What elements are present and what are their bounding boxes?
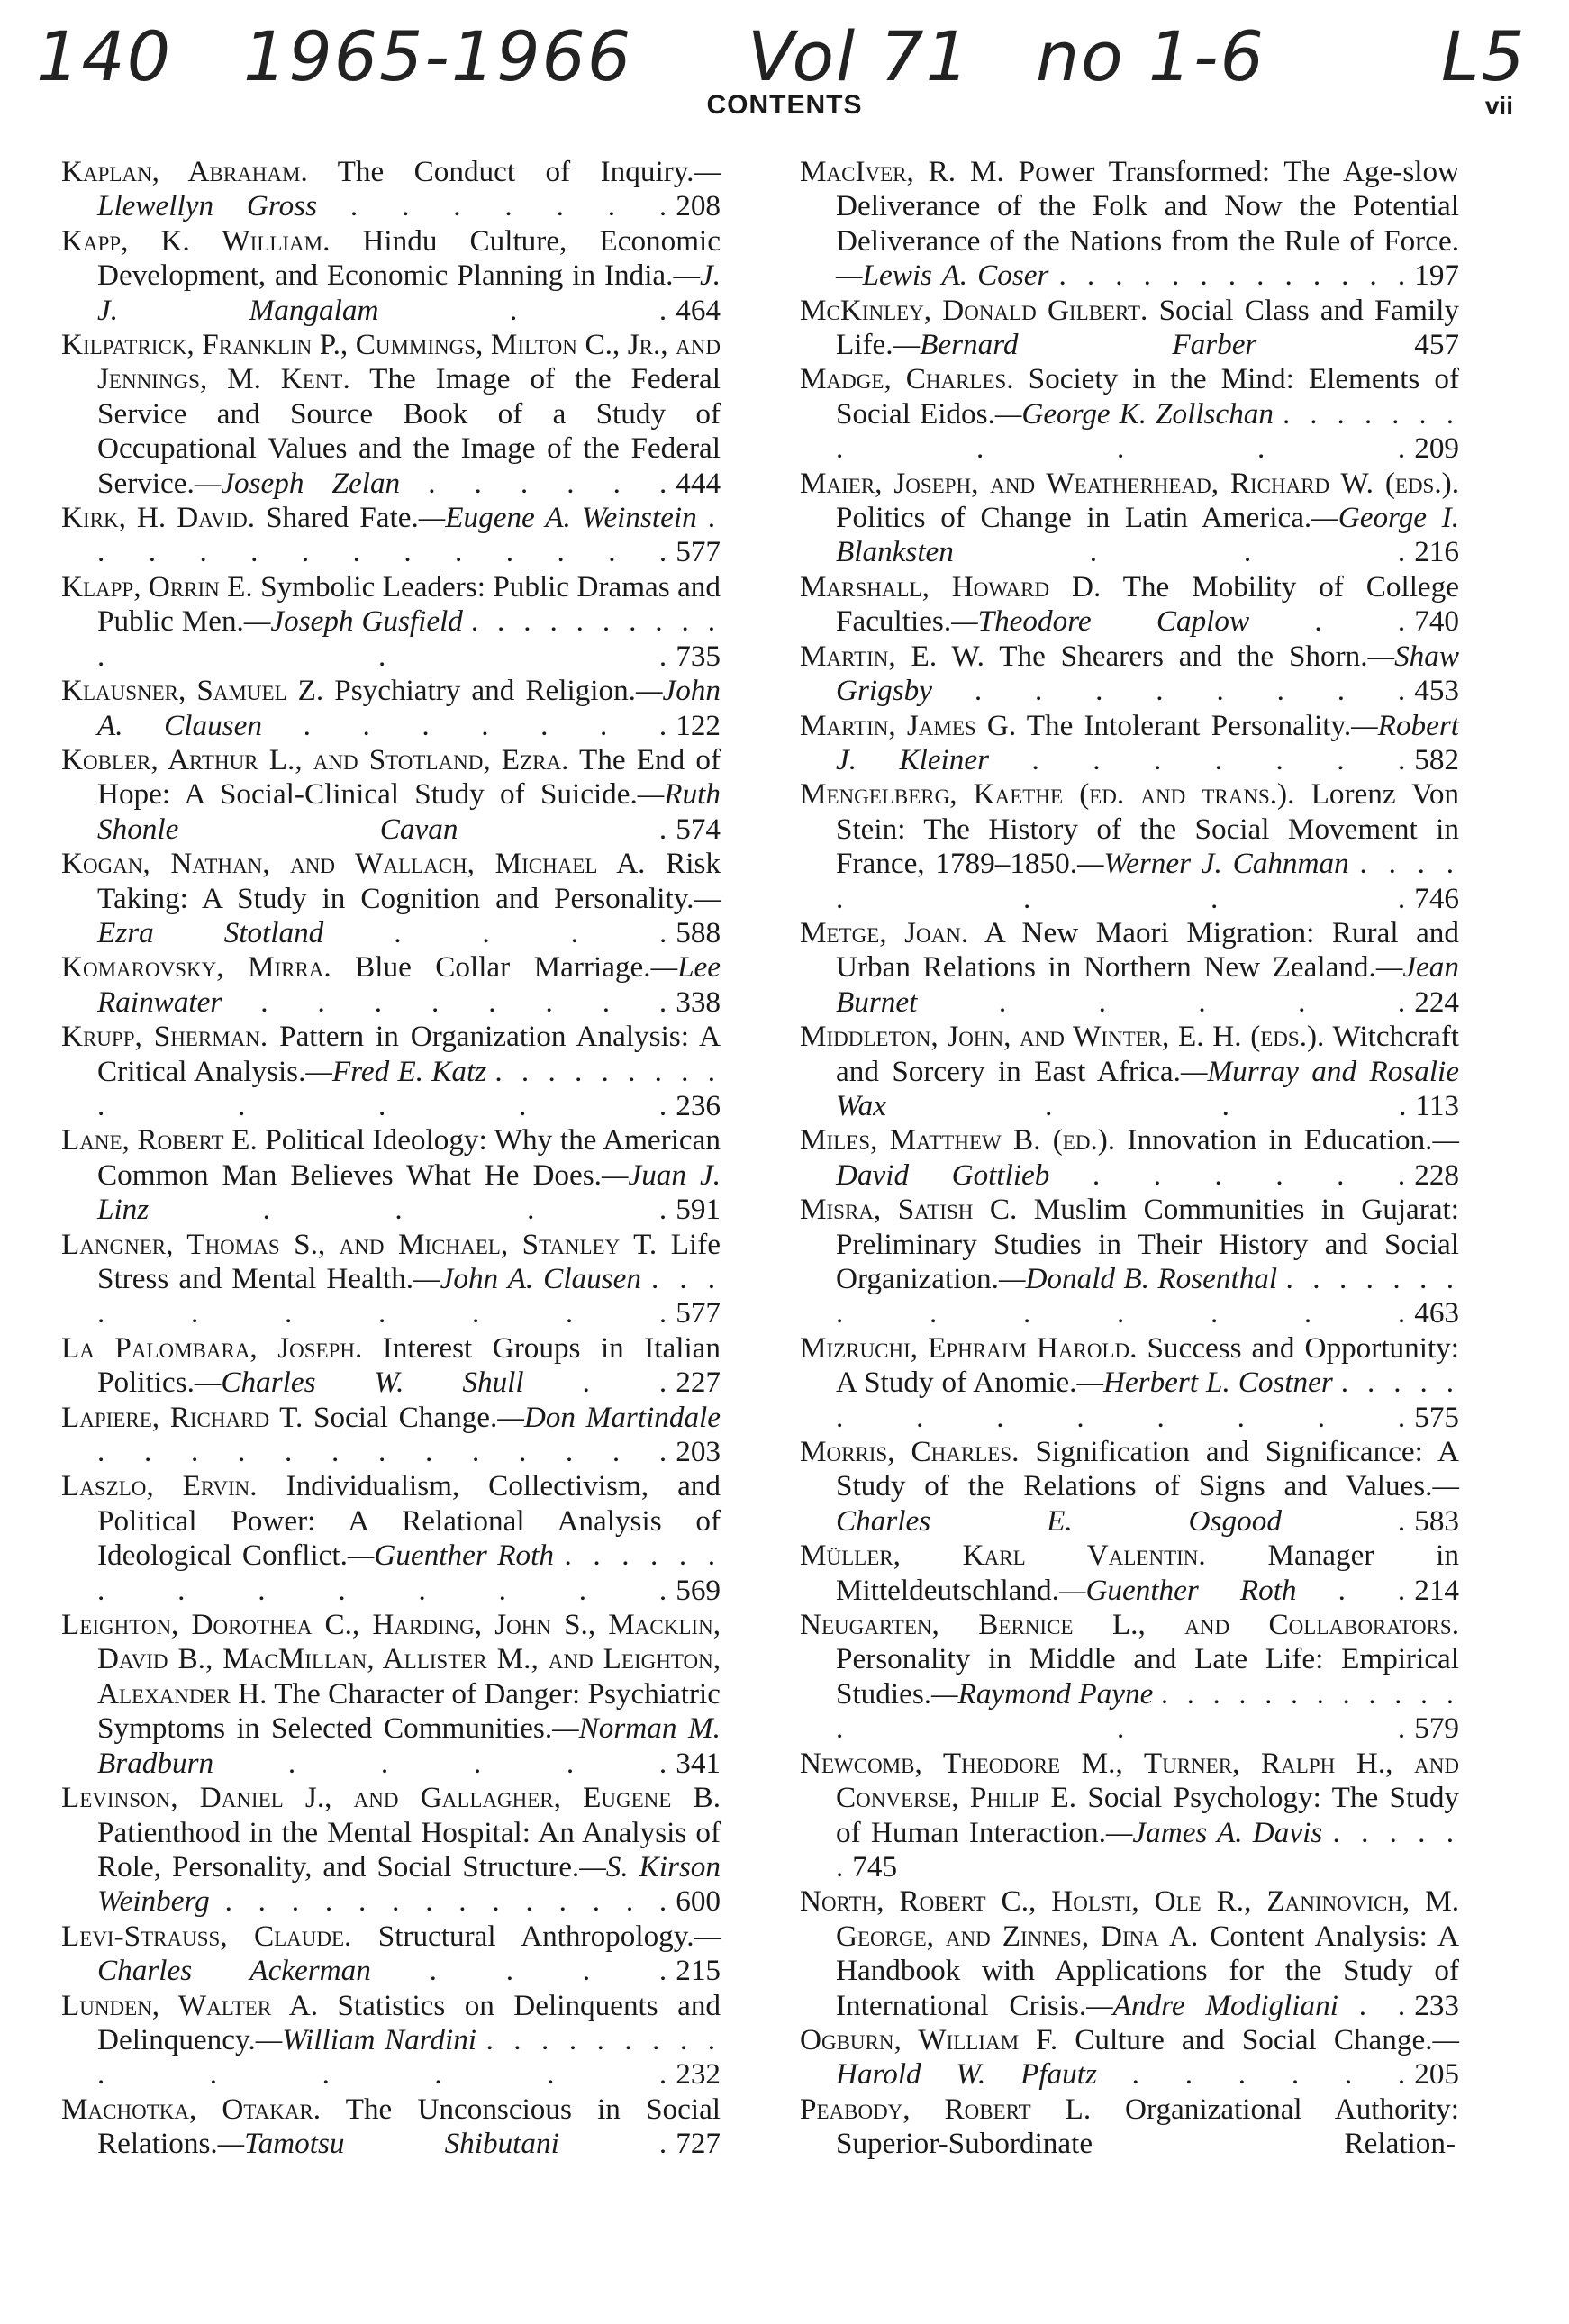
index-entry: [800, 1747, 1459, 1885]
entry-title: Risk Taking: A Study in Cognition and Personality.: [97, 847, 721, 915]
entry-title: Patienthood in the Mental Hospital: An Analysis of Role, Personality, and Social Structure.: [97, 1815, 721, 1884]
entry-leader-dots: . . . .: [429, 1954, 673, 1988]
entry-title: Structural Anthropology.: [377, 1919, 694, 1953]
entry-reviewer: —Joseph Zelan: [194, 466, 401, 500]
entry-author: Madge, Charles.: [800, 362, 1014, 396]
entry-leader-dots: . . . . . .: [1092, 1157, 1411, 1192]
entry-leader-dots: . . . . .: [287, 1746, 673, 1780]
entry-author: Levi-Strauss, Claude.: [61, 1919, 352, 1953]
index-entry: [61, 1401, 721, 1470]
index-entry: [61, 1989, 721, 2093]
entry-reviewer: —Charles W. Shull: [194, 1366, 524, 1400]
entry-title: Manager in Mitteldeutschland.: [836, 1539, 1459, 1607]
index-entry: [800, 1539, 1459, 1608]
entry-page: 228: [1414, 1157, 1460, 1192]
entry-author: Kilpatrick, Franklin P., Cummings, Milton C., Jr., and Jennings, M. Kent.: [61, 328, 721, 396]
entry-leader-dots: . . . . . . .: [303, 708, 673, 742]
index-entry: [61, 743, 721, 847]
entry-leader-dots: . .: [1338, 1573, 1411, 1607]
entry-page: 575: [1414, 1400, 1459, 1434]
entry-page: 588: [676, 915, 721, 949]
entry-leader-dots: . . . . . .: [836, 1815, 1460, 1884]
entry-author: Müller, Karl Valentin.: [800, 1539, 1206, 1573]
index-entry: [61, 570, 721, 674]
handwritten-code: 140: [36, 16, 173, 96]
entry-author: Ogburn, William F.: [800, 2022, 1058, 2056]
entry-title: The Character of Danger: Psychiatric Symptoms in Selected Communities.: [97, 1676, 721, 1746]
entry-page: 233: [1414, 1988, 1459, 2022]
index-entry: [800, 1435, 1459, 1539]
entry-reviewer: —Llewellyn Gross: [97, 155, 721, 223]
entry-page: 215: [676, 1954, 721, 1988]
entry-reviewer: —Andre Modigliani: [1086, 1988, 1338, 2022]
entry-title: Blue Collar Marriage.: [355, 950, 651, 985]
entry-reviewer: —Raymond Payne: [931, 1676, 1154, 1711]
index-entry: [800, 916, 1459, 1020]
entry-leader-dots: . .: [1358, 1988, 1411, 2022]
entry-author: Metge, Joan.: [800, 915, 969, 949]
entry-title: Culture and Social Change.: [1075, 2022, 1433, 2056]
entry-leader-dots: . . . . . . . . . . . . . .: [224, 1884, 673, 1919]
entry-page: 197: [1414, 259, 1460, 293]
entry-reviewer: —John A. Clausen: [413, 1262, 641, 1295]
entry-author: MacIver, R. M.: [800, 155, 1004, 188]
entry-author: Leighton, Dorothea C., Harding, John S., Macklin, David B., MacMillan, Allister M., and Leighton, Alexander H.: [61, 1608, 721, 1711]
entry-leader-dots: . . . . . . . . . . . . .: [97, 501, 721, 569]
entry-page: 735: [676, 639, 721, 673]
entry-title: The Conduct of Inquiry.: [337, 155, 694, 188]
entry-reviewer: —Joseph Gusfield: [243, 604, 463, 639]
entry-author: Martin, James G.: [800, 708, 1017, 742]
entry-leader-dots: . . . . . . . . . . . . .: [97, 604, 721, 673]
entry-page: 113: [1415, 1088, 1460, 1122]
entry-title: Success and Opportunity: A Study of Anomie.: [836, 1330, 1459, 1400]
entry-leader-dots: . . .: [1089, 535, 1411, 569]
entry-page: 746: [1414, 881, 1459, 915]
index-entry: [61, 501, 721, 570]
entry-author: Kirk, H. David.: [61, 501, 256, 535]
entry-author: Machotka, Otakar.: [61, 2092, 322, 2126]
entry-reviewer: —Harold W. Pfautz: [836, 2022, 1460, 2092]
entry-leader-dots: . . . . . . . .: [260, 985, 673, 1019]
entry-reviewer: —George I. Blanksten: [836, 501, 1460, 569]
entry-reviewer: —Guenther Roth: [1058, 1573, 1297, 1607]
entry-page: 464: [676, 293, 721, 327]
entry-page: 727: [676, 2127, 721, 2161]
entry-leader-dots: . . . . . . .: [1031, 742, 1411, 776]
entry-page: 740: [1414, 604, 1460, 639]
entry-author: Levinson, Daniel J., and Gallagher, Eugene B.: [61, 1781, 721, 1815]
index-entry: [800, 2023, 1459, 2093]
entry-reviewer: —Guenther Roth: [347, 1539, 554, 1573]
entry-title: Psychiatry and Religion.: [334, 674, 636, 708]
entry-reviewer: —S. Kirson Weinberg: [97, 1849, 721, 1919]
entry-title: Politics of Change in Latin America.: [836, 501, 1312, 535]
entry-title: Statistics on Delinquents and Delinquency.: [97, 1988, 721, 2056]
entry-leader-dots: . . . . . . . . . . . . . .: [97, 1539, 721, 1607]
entry-title: Life Stress and Mental Health.: [97, 1227, 721, 1295]
handwritten-issues: no 1-6: [1036, 16, 1265, 96]
entry-reviewer: —Murray and Rosalie Wax: [836, 1054, 1460, 1122]
entry-title: Witchcraft and Sorcery in East Africa.: [836, 1020, 1459, 1088]
index-entry: [61, 328, 721, 501]
entry-title: Social Change.: [313, 1400, 498, 1434]
page-number: vii: [1484, 92, 1513, 120]
entry-author: Laszlo, Ervin.: [61, 1469, 258, 1503]
index-entry: [61, 847, 721, 950]
entry-leader-dots: . . .: [1045, 1088, 1412, 1122]
entry-reviewer: —Ezra Stotland: [97, 881, 721, 949]
index-entry: [800, 294, 1459, 363]
index-entry: [61, 950, 721, 1020]
entry-leader-dots: . . . . . .: [1131, 2057, 1411, 2092]
entry-page: 341: [676, 1746, 721, 1780]
index-entry: [800, 155, 1459, 294]
entry-reviewer: —Lewis A. Coser: [836, 259, 1049, 293]
left-column: [61, 155, 721, 2162]
entry-title: The Image of the Federal Service and Source Book of a Study of Occupational Values and the Image of the Federal Service.: [97, 362, 721, 500]
entry-title: Symbolic Leaders: Public Dramas and Public Men.: [97, 569, 721, 639]
entry-reviewer: —Tamotsu Shibutani: [217, 2127, 559, 2161]
entry-title: Shared Fate.: [266, 501, 419, 535]
entry-reviewer: —Robert J. Kleiner: [836, 708, 1460, 776]
entry-author: Mizruchi, Ephraim Harold.: [800, 1330, 1138, 1365]
entry-author: Peabody, Robert L.: [800, 2092, 1092, 2126]
entry-title: Muslim Communities in Gujarat: Preliminary Studies in Their History and Social Organization.: [836, 1193, 1459, 1295]
entry-title: Hindu Culture, Economic Development, and Economic Planning in India.: [97, 223, 721, 293]
entry-title: Organizational Authority: Superior-Subordinate Relation-: [836, 2092, 1459, 2161]
entry-author: Misra, Satish C.: [800, 1193, 1018, 1227]
entry-page: 453: [1414, 674, 1460, 708]
entry-page: 591: [676, 1193, 721, 1227]
entry-title: Society in the Mind: Elements of Social Eidos.: [836, 362, 1460, 431]
index-entry: [61, 674, 721, 743]
entry-reviewer: —Norman M. Bradburn: [97, 1711, 721, 1780]
index-entry: [800, 570, 1459, 640]
entry-title: The Unconscious in Social Relations.: [97, 2092, 721, 2161]
entry-author: Kobler, Arthur L., and Stotland, Ezra.: [61, 742, 569, 776]
entry-leader-dots: .: [658, 812, 673, 846]
entry-author: Kaplan, Abraham.: [61, 155, 308, 188]
entry-leader-dots: . . . . . . . . . . . . . . .: [836, 1676, 1460, 1746]
index-entry: [61, 1469, 721, 1608]
entry-leader-dots: . . . . . . . . . .: [97, 1262, 721, 1330]
entry-page: 579: [1414, 1711, 1459, 1746]
index-entry: [61, 2093, 721, 2162]
index-entry: [800, 777, 1459, 916]
entry-reviewer: —David Gottlieb: [836, 1123, 1459, 1192]
entry-reviewer: —Charles Ackerman: [97, 1919, 721, 1988]
index-entry: [800, 1331, 1459, 1435]
entry-page: 569: [676, 1573, 721, 1607]
entry-leader-dots: . . . . . . . .: [836, 847, 1460, 915]
entry-reviewer: —Herbert L. Costner: [1076, 1366, 1333, 1400]
entry-reviewer: —Bernard Farber: [893, 328, 1257, 362]
entry-title: Innovation in Education.: [1127, 1123, 1433, 1157]
entry-reviewer: —Theodore Caplow: [951, 604, 1250, 639]
index-entry: [61, 1920, 721, 1989]
index-entry: [61, 224, 721, 328]
entry-leader-dots: . .: [1314, 604, 1411, 639]
entry-reviewer: —Eugene A. Weinstein: [418, 501, 697, 535]
entry-reviewer: —Ruth Shonle Cavan: [97, 777, 721, 846]
entry-page: 236: [676, 1088, 721, 1122]
handwritten-years: 1965-1966: [243, 16, 633, 96]
index-entry: [800, 1884, 1459, 2023]
entry-author: Newcomb, Theodore M., Turner, Ralph H., and Converse, Philip E.: [800, 1746, 1459, 1815]
entry-leader-dots: . . . . . . . . . . . . . . .: [97, 2022, 721, 2092]
entry-leader-dots: . . . .: [262, 1193, 673, 1227]
index-entry: [800, 709, 1459, 778]
entry-reviewer: —Lee Rainwater: [97, 950, 721, 1019]
entry-reviewer: —Don Martindale: [497, 1400, 721, 1434]
entry-leader-dots: . . . . . . . . . . . .: [836, 396, 1459, 466]
entry-author: North, Robert C., Holsti, Ole R., Zaninovich, M. George, and Zinnes, Dina A.: [800, 1884, 1459, 1953]
entry-page: 583: [1414, 1503, 1459, 1538]
entry-reviewer: —George K. Zollschan: [994, 396, 1274, 431]
index-entry: [800, 2093, 1459, 2162]
entry-author: Langner, Thomas S., and Michael, Stanley T.: [61, 1227, 658, 1261]
index-entry: [61, 1781, 721, 1920]
entry-page: 457: [1414, 328, 1459, 362]
entry-title: Social Class and Family Life.: [836, 293, 1460, 362]
index-entry: [800, 640, 1459, 709]
entry-page: 574: [676, 812, 721, 846]
entry-author: McKinley, Donald Gilbert.: [800, 293, 1148, 327]
entry-author: Martin, E. W.: [800, 639, 984, 673]
entry-reviewer: —J. J. Mangalam: [97, 259, 721, 327]
entry-page: 577: [676, 1296, 721, 1330]
entry-page: 338: [676, 985, 721, 1019]
entry-leader-dots: . . . . . .: [428, 466, 673, 500]
entry-title: Lorenz Von Stein: The History of the Social Movement in France, 1789–1850.: [836, 777, 1460, 881]
entry-title: Personality in Middle and Late Life: Empirical Studies.: [836, 1642, 1459, 1711]
entry-reviewer: —Jean Burnet: [836, 950, 1459, 1019]
entry-author: Kogan, Nathan, and Wallach, Michael A.: [61, 847, 646, 881]
entry-page: 444: [676, 466, 721, 500]
entry-author: Lapiere, Richard T.: [61, 1400, 304, 1434]
entry-title: Political Ideology: Why the American Common Man Believes What He Does.: [97, 1123, 721, 1192]
index-entry: [61, 1123, 721, 1227]
entry-page: 214: [1414, 1573, 1459, 1607]
entry-leader-dots: . . . . . . . . . . . . .: [1058, 259, 1411, 293]
entry-leader-dots: . . . . . . . . . . . . . .: [97, 1054, 721, 1122]
entry-page: 208: [676, 189, 721, 223]
entry-reviewer: —Juan J. Linz: [97, 1157, 721, 1227]
page-title: CONTENTS: [706, 90, 863, 120]
entry-title: A New Maori Migration: Rural and Urban Relations in Northern New Zealand.: [836, 915, 1459, 985]
entry-title: The End of Hope: A Social-Clinical Study of Suicide.: [97, 742, 721, 812]
index-entry: [61, 1331, 721, 1401]
entry-leader-dots: . . . . .: [998, 985, 1411, 1019]
entry-leader-dots: . . . .: [394, 915, 673, 949]
handwritten-shelf: L5: [1441, 16, 1527, 96]
entry-reviewer: —James A. Davis: [1105, 1815, 1323, 1849]
handwritten-annotation: [36, 16, 1540, 102]
index-entry: [800, 362, 1459, 466]
entry-page: 582: [1414, 742, 1460, 776]
index-entry: [800, 467, 1459, 570]
entry-leader-dots: .: [658, 2127, 673, 2161]
entry-reviewer: —Werner J. Cahnman: [1077, 847, 1349, 881]
entry-author: Lane, Robert E.: [61, 1123, 258, 1157]
entry-page: 203: [676, 1435, 721, 1469]
entry-page: 600: [676, 1884, 721, 1919]
entry-title: Interest Groups in Italian Politics.: [97, 1330, 721, 1400]
entry-author: Morris, Charles.: [800, 1435, 1020, 1469]
index-entry: [800, 1608, 1459, 1747]
entry-author: Krupp, Sherman.: [61, 1020, 268, 1054]
entry-reviewer: —Fred E. Katz: [305, 1054, 487, 1088]
right-column: [800, 155, 1459, 2162]
entry-reviewer: —William Nardini: [255, 2022, 477, 2056]
entry-title: The Shearers and the Shorn.: [999, 639, 1368, 673]
entry-page: 227: [676, 1366, 721, 1400]
entry-author: Kapp, K. William.: [61, 223, 331, 258]
entry-leader-dots: . . . . . . . . . . . . .: [97, 1435, 673, 1469]
entry-author: Klapp, Orrin E.: [61, 569, 253, 604]
entry-page: 745: [852, 1849, 898, 1884]
entry-reviewer: —Charles E. Osgood: [836, 1469, 1459, 1538]
entry-author: La Palombara, Joseph.: [61, 1330, 363, 1365]
entry-title: Content Analysis: A Handbook with Applications for the Study of International Crisis.: [836, 1919, 1459, 2022]
entry-page: 122: [676, 708, 721, 742]
entry-author: Mengelberg, Kaethe (ed. and trans.).: [800, 777, 1295, 812]
index-entry: [61, 155, 721, 224]
entry-page: 209: [1414, 431, 1459, 466]
entry-leader-dots: . .: [582, 1366, 673, 1400]
entry-author: Komarovsky, Mirra.: [61, 950, 331, 985]
entry-title: Power Transformed: The Age-slow Deliverance of the Folk and Now the Potential Deliverance of the Nations from the Rule of Force.: [836, 155, 1460, 258]
entry-author: Maier, Joseph, and Weatherhead, Richard W. (eds.).: [800, 466, 1459, 500]
entry-title: The Intolerant Personality.: [1026, 708, 1352, 742]
index-entry: [61, 1228, 721, 1331]
entry-author: Klausner, Samuel Z.: [61, 674, 324, 708]
entry-author: Neugarten, Bernice L., and Collaborators.: [800, 1608, 1459, 1642]
entry-page: 232: [676, 2057, 721, 2092]
entry-title: Social Psychology: The Study of Human Interaction.: [836, 1781, 1460, 1849]
index-entry: [61, 1020, 721, 1123]
entry-leader-dots: . . . . . . . . . . . . .: [836, 1366, 1460, 1434]
index-entry: [800, 1123, 1459, 1193]
entry-author: Marshall, Howard D.: [800, 569, 1102, 604]
index-entry: [800, 1020, 1459, 1123]
entry-leader-dots: . . . . . . . . . . . . . .: [836, 1262, 1460, 1330]
entry-reviewer: —Donald B. Rosenthal: [998, 1262, 1278, 1295]
entry-page: 205: [1414, 2057, 1460, 2092]
entry-reviewer: —Shaw Grigsby: [836, 639, 1459, 708]
entry-page: 463: [1414, 1296, 1459, 1330]
entry-author: Middleton, John, and Winter, E. H. (eds.).: [800, 1020, 1325, 1054]
entry-title: Individualism, Collectivism, and Political Power: A Relational Analysis of Ideological Conflict.: [97, 1469, 721, 1573]
entry-author: Lunden, Walter A.: [61, 1988, 319, 2022]
index-entry: [61, 1608, 721, 1781]
entry-page: 216: [1414, 535, 1460, 569]
entry-page: 577: [676, 535, 721, 569]
handwritten-volume: Vol 71: [748, 16, 972, 96]
entry-title: The Mobility of College Faculties.: [836, 569, 1459, 639]
entry-leader-dots: .: [1397, 1503, 1411, 1538]
entry-reviewer: —John A. Clausen: [97, 674, 721, 742]
entry-author: Miles, Matthew B. (ed.).: [800, 1123, 1116, 1157]
entry-page: 224: [1414, 985, 1460, 1019]
entry-leader-dots: . . . . . . . .: [974, 674, 1411, 708]
entry-leader-dots: . .: [510, 293, 673, 327]
entry-leader-dots: . . . . . . .: [349, 189, 673, 223]
index-entry: [800, 1193, 1459, 1331]
entry-title: Signification and Significance: A Study of the Relations of Signs and Values.: [836, 1435, 1460, 1503]
entry-title: Pattern in Organization Analysis: A Critical Analysis.: [97, 1020, 721, 1088]
